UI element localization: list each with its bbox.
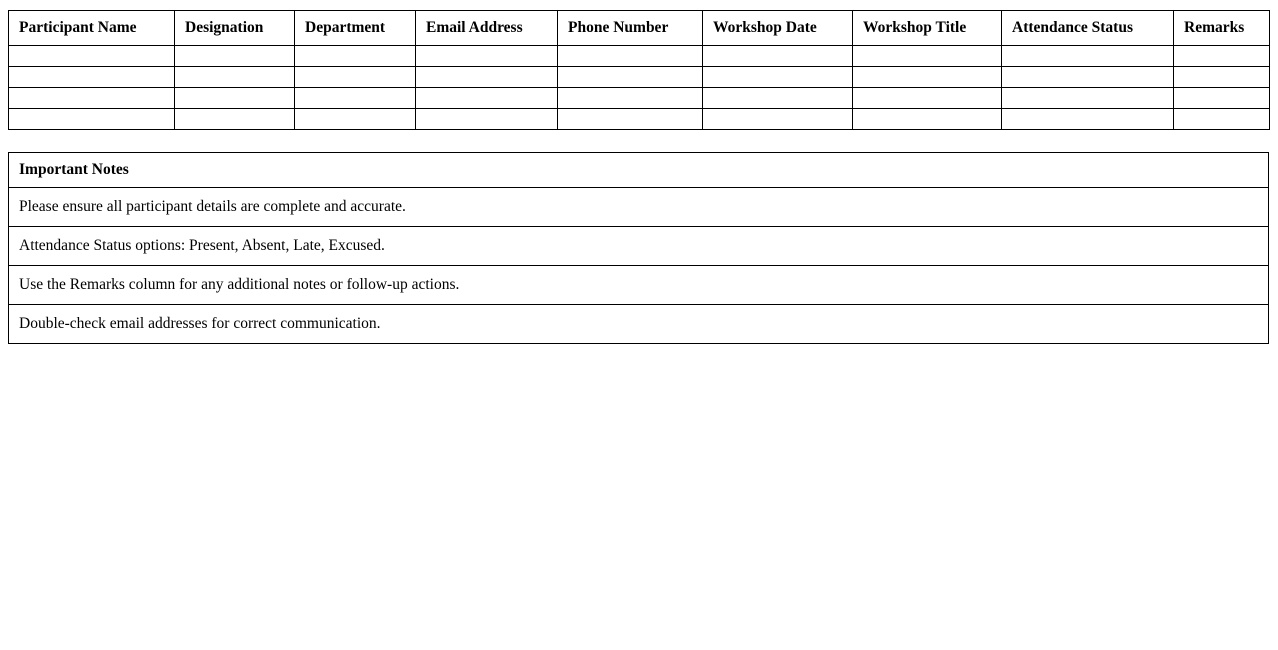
empty-cell — [558, 88, 703, 109]
empty-cell — [295, 67, 416, 88]
note-row — [9, 266, 1269, 305]
empty-cell — [175, 109, 295, 130]
note-text: Use the Remarks column for any additional notes or follow-up actions. — [9, 266, 1269, 305]
empty-cell — [558, 67, 703, 88]
note-row — [9, 188, 1269, 227]
column-header-email-address: Email Address — [416, 11, 558, 46]
empty-cell — [853, 109, 1002, 130]
empty-cell — [703, 46, 853, 67]
empty-cell — [1174, 109, 1270, 130]
header-row — [9, 11, 1270, 46]
empty-cell — [175, 88, 295, 109]
notes-title: Important Notes — [9, 153, 1269, 188]
empty-cell — [1174, 46, 1270, 67]
empty-cell — [703, 109, 853, 130]
empty-table-row — [9, 88, 1270, 109]
empty-cell — [558, 46, 703, 67]
column-header-attendance-status: Attendance Status — [1002, 11, 1174, 46]
column-header-department: Department — [295, 11, 416, 46]
empty-cell — [558, 109, 703, 130]
empty-cell — [9, 67, 175, 88]
empty-cell — [175, 46, 295, 67]
empty-cell — [703, 67, 853, 88]
empty-cell — [295, 46, 416, 67]
note-text: Attendance Status options: Present, Absent, Late, Excused. — [9, 227, 1269, 266]
column-header-remarks: Remarks — [1174, 11, 1270, 46]
empty-cell — [703, 88, 853, 109]
note-text: Double-check email addresses for correct communication. — [9, 305, 1269, 344]
empty-cell — [9, 109, 175, 130]
empty-cell — [853, 88, 1002, 109]
empty-cell — [1002, 67, 1174, 88]
empty-cell — [416, 67, 558, 88]
empty-cell — [416, 109, 558, 130]
notes-header-row — [9, 153, 1269, 188]
attendance-table — [8, 10, 1270, 130]
empty-cell — [1002, 109, 1174, 130]
empty-cell — [1002, 88, 1174, 109]
empty-cell — [295, 109, 416, 130]
empty-cell — [1174, 67, 1270, 88]
empty-cell — [9, 46, 175, 67]
column-header-designation: Designation — [175, 11, 295, 46]
important-notes-table — [8, 152, 1269, 344]
empty-table-row — [9, 109, 1270, 130]
empty-cell — [9, 88, 175, 109]
empty-cell — [1174, 88, 1270, 109]
empty-cell — [853, 46, 1002, 67]
empty-table-row — [9, 46, 1270, 67]
column-header-workshop-title: Workshop Title — [853, 11, 1002, 46]
column-header-participant-name: Participant Name — [9, 11, 175, 46]
column-header-workshop-date: Workshop Date — [703, 11, 853, 46]
empty-cell — [1002, 46, 1174, 67]
empty-cell — [175, 67, 295, 88]
note-row — [9, 305, 1269, 344]
column-header-phone-number: Phone Number — [558, 11, 703, 46]
empty-cell — [416, 46, 558, 67]
empty-table-row — [9, 67, 1270, 88]
empty-cell — [853, 67, 1002, 88]
empty-cell — [295, 88, 416, 109]
note-row — [9, 227, 1269, 266]
note-text: Please ensure all participant details are complete and accurate. — [9, 188, 1269, 227]
empty-cell — [416, 88, 558, 109]
